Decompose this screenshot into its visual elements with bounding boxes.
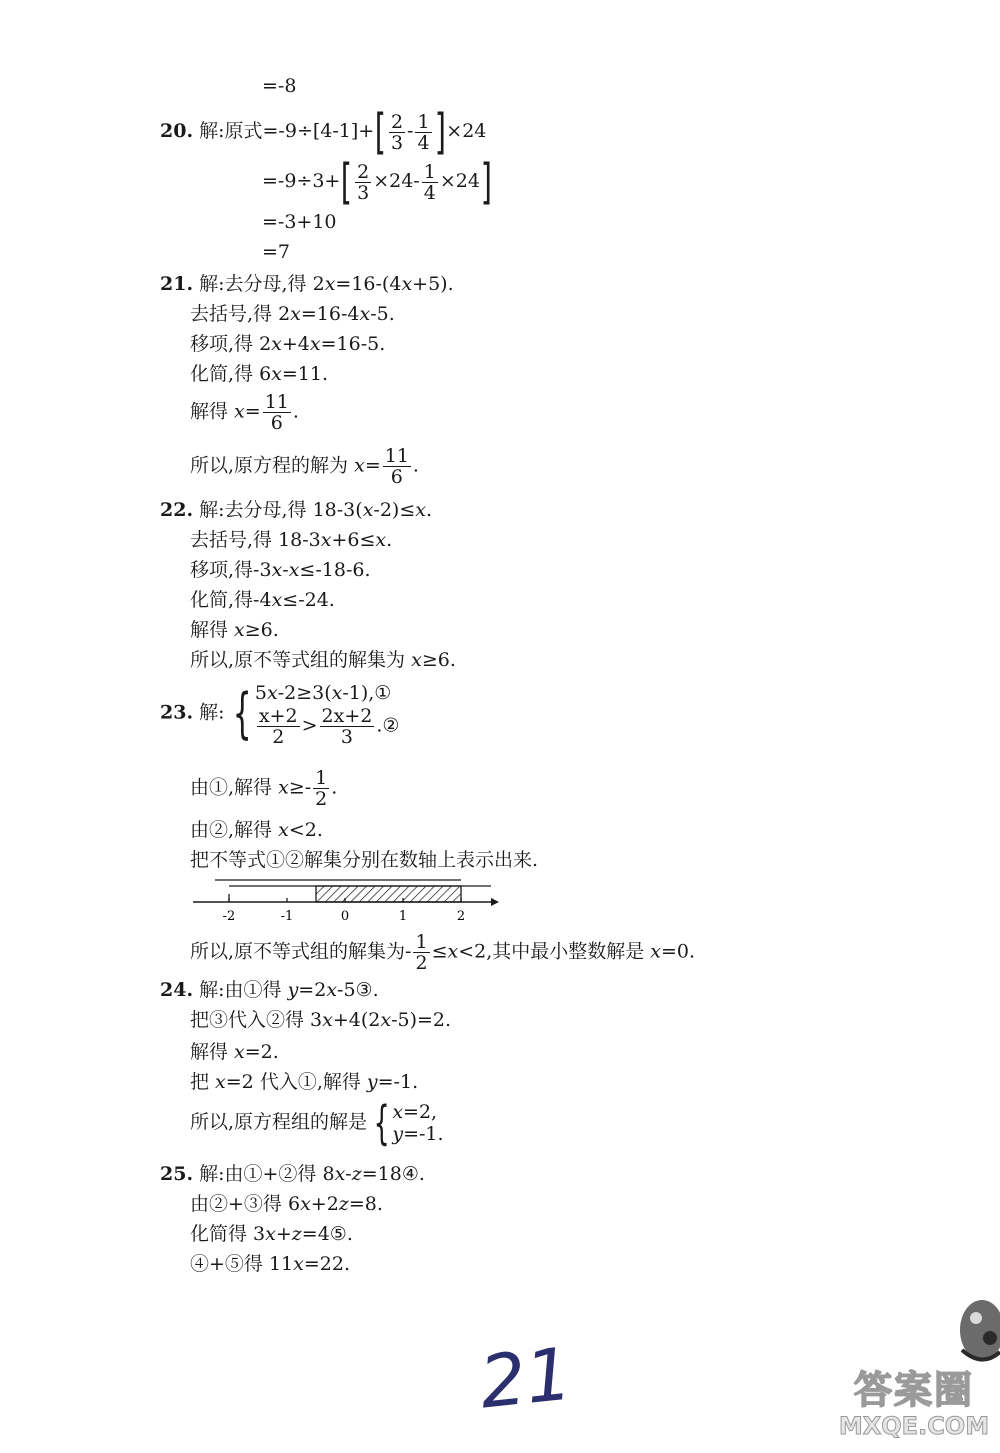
fraction-numerator: 2 [390, 110, 404, 133]
fraction-numerator: 11 [384, 445, 409, 467]
problem-21-line-5: 解得 x= $\frac{11}{6}$ . [190, 391, 299, 434]
step-text: =22. [303, 1253, 350, 1275]
variable: x [326, 979, 338, 1001]
variable: x [234, 619, 245, 641]
variable: x [215, 1071, 226, 1093]
variable: y [366, 1071, 378, 1093]
tick-label: -1 [280, 909, 294, 924]
problem-21-line-2 [190, 302, 395, 326]
variable: x [309, 333, 321, 355]
variable: x [266, 682, 278, 704]
fraction-numerator: 1 [415, 931, 428, 953]
solution-y [392, 1123, 443, 1145]
problem-23-line-3 [190, 848, 538, 872]
problem-number: 21. [160, 273, 194, 295]
problem-number: 20. [160, 120, 194, 142]
variable: x [300, 1193, 311, 1215]
step-text: ≤-24. [282, 589, 335, 611]
step-text: +4 [281, 333, 310, 355]
step-text: .② [376, 714, 400, 737]
variable: x [401, 273, 413, 295]
problem-number: 22. [160, 499, 194, 521]
step-text: 移项,得 2 [190, 333, 272, 355]
step-text: -5. [370, 303, 395, 325]
problem-22-line-1: 22. 解:去分母,得 18-3(x-2)≤x. [160, 499, 433, 521]
problem-21-line-3 [190, 332, 385, 356]
variable: x [334, 1163, 346, 1185]
problem-23-system [160, 680, 399, 747]
step-text: =18④. [361, 1163, 425, 1185]
step-text: =11. [281, 363, 329, 385]
step-text: + [275, 1223, 292, 1245]
fraction-numerator: 1 [417, 110, 430, 133]
variable: x [290, 303, 301, 325]
step-text: =-3+10 [262, 211, 337, 233]
problem-number: 23. [160, 701, 194, 724]
step-text: 移项,得-3 [190, 559, 272, 581]
step-text: =7 [262, 241, 291, 263]
variable: x [288, 559, 300, 581]
step-text: = [364, 454, 381, 477]
variable: x [324, 273, 336, 295]
step-text: <2. [288, 819, 323, 841]
mascot-icon [952, 1290, 1000, 1370]
step-text: 解: [199, 701, 225, 724]
fraction [263, 392, 291, 433]
variable: x [293, 1253, 304, 1275]
tick-label: 1 [398, 909, 408, 924]
variable: x [415, 499, 426, 521]
fraction [413, 932, 429, 973]
variable: x [271, 559, 283, 581]
step-text: =2 代入①,解得 [225, 1071, 367, 1093]
variable: y [287, 979, 299, 1001]
problem-25-line-2 [190, 1192, 383, 1216]
step-text: 所以,原方程组的解是 [190, 1111, 368, 1133]
problem-23-line-4 [190, 932, 695, 973]
problem-20-line-1: 20. 解:原式=-9÷[4-1]+[ $\frac{2}{3}$ - $\frac{1}{4}$ ]×24 [160, 104, 487, 160]
step-text: 解得 [190, 1041, 235, 1063]
solution-system [392, 1101, 443, 1145]
variable: x [650, 940, 662, 963]
fraction [389, 112, 405, 153]
variable: x [271, 333, 282, 355]
variable: x [411, 649, 422, 671]
fraction-numerator: 1 [315, 767, 328, 789]
tick-label: 0 [340, 909, 350, 924]
fraction-denominator: 2 [257, 726, 300, 747]
step-text: 解:去分母,得 18-3( [199, 499, 363, 521]
fraction-denominator: 3 [357, 181, 370, 204]
step-text: -5③. [337, 979, 379, 1001]
problem-24-line-1 [160, 978, 379, 1002]
step-text: > [301, 714, 318, 737]
fraction [422, 162, 438, 203]
step-text: +5). [412, 273, 454, 295]
step-text: 解:由①得 [199, 979, 288, 1001]
step-text: 解:去分母,得 2 [199, 273, 325, 295]
step-text: 把不等式①②解集分别在数轴上表示出来. [190, 849, 539, 871]
step-text: =16-5. [320, 333, 386, 355]
variable: x [392, 1101, 404, 1123]
step-text: =-9÷3+ [262, 170, 341, 192]
step-text: -1),① [342, 682, 392, 704]
problem-number: 24. [160, 979, 194, 1001]
step-text: =16-(4 [335, 273, 402, 295]
step-text: = [244, 400, 261, 423]
problem-21-line-6: 所以,原方程的解为 x= $\frac{11}{6}$ . [190, 445, 419, 488]
step-text: =2, [403, 1101, 438, 1123]
step-text: 去括号,得 18-3 [190, 529, 321, 551]
variable: z [338, 1193, 349, 1215]
fraction-denominator: 6 [383, 466, 411, 487]
solution-overlap [316, 886, 461, 902]
bracket-open: [ [341, 154, 353, 210]
step-text: =2 [298, 979, 327, 1001]
step-text: ×24 [446, 120, 487, 142]
step-text: - [345, 1163, 352, 1185]
fraction-denominator: 4 [423, 181, 436, 204]
step-text: ≥- [288, 776, 312, 799]
fraction-numerator: 11 [264, 391, 289, 413]
problem-21-line-4 [190, 362, 328, 386]
step-text: =16-4 [300, 303, 360, 325]
step-text: ≥6. [421, 649, 456, 671]
step-text: 把③代入②得 3 [190, 1009, 323, 1031]
fraction [383, 446, 411, 487]
fraction-denominator: 3 [390, 131, 404, 154]
variable: x [362, 499, 374, 521]
inequality-2 [255, 706, 400, 747]
fraction-numerator: 2 [357, 160, 370, 183]
step-text: -2≥3( [277, 682, 332, 704]
step-text: ×24- [373, 170, 420, 192]
fraction [355, 162, 371, 203]
step-text: ×24 [439, 170, 480, 192]
bracket-close: ] [434, 104, 446, 160]
solution-x [392, 1101, 443, 1123]
fraction [257, 706, 300, 747]
variable: x [359, 303, 371, 325]
problem-24-line-4 [190, 1070, 418, 1094]
step-text: ≥6. [244, 619, 279, 641]
tick-label: -2 [222, 909, 236, 924]
problem-24-line-5 [190, 1096, 444, 1150]
watermark-logo [830, 1368, 998, 1440]
step-text: -5)=2. [391, 1009, 452, 1031]
step-text: 5 [254, 682, 267, 704]
variable: x [234, 400, 245, 423]
tick-label: 2 [456, 909, 466, 924]
step-text: =0. [661, 940, 696, 963]
variable: x [271, 363, 282, 385]
step-text: =8. [348, 1193, 383, 1215]
brace: { [373, 1096, 390, 1150]
step-text: 解:由①+②得 8 [199, 1163, 335, 1185]
problem-22-line-5 [190, 618, 279, 642]
problem-22-line-3 [190, 558, 371, 582]
fraction-denominator: 4 [417, 131, 430, 154]
step-text: =4⑤. [301, 1223, 353, 1245]
step-text: +4(2 [332, 1009, 381, 1031]
problem-24-line-2 [190, 1008, 451, 1032]
variable: y [392, 1123, 404, 1145]
problem-22-line-2: 去括号,得 18-3x+6≤x. [190, 529, 393, 551]
step-text: ≤ [431, 940, 448, 963]
variable: x [278, 819, 289, 841]
problem-23-line-2 [190, 818, 323, 842]
problem-22-line-6 [190, 648, 456, 672]
step-text: <2,其中最小整数解是 [458, 940, 651, 963]
fraction-denominator: 2 [315, 788, 328, 810]
bracket-close: ] [480, 154, 492, 210]
problem-20-line-4 [262, 240, 290, 264]
step-text: 去括号,得 2 [190, 303, 291, 325]
step-line [262, 74, 296, 98]
step-text: ④+⑤得 11 [190, 1253, 294, 1275]
step-text: 所以,原方程的解为 [190, 454, 355, 477]
step-text: =-1. [377, 1071, 419, 1093]
step-text: 由②+③得 6 [190, 1193, 301, 1215]
variable: x [234, 1041, 245, 1063]
fraction-denominator: 3 [320, 726, 375, 747]
problem-22-line-4 [190, 588, 335, 612]
fraction-denominator: 6 [263, 412, 291, 433]
page-number: 21 [475, 1331, 576, 1425]
fraction [313, 768, 329, 809]
problem-number: 25. [160, 1163, 194, 1185]
step-text: =-8 [262, 75, 297, 97]
step-text: +6≤ [331, 529, 376, 551]
fraction-numerator: x+2 [258, 705, 298, 727]
step-text: +2 [310, 1193, 339, 1215]
problem-25-line-3 [190, 1222, 353, 1246]
inequality-1 [255, 680, 400, 706]
problem-20-line-3 [262, 210, 337, 234]
step-text: 由②,解得 [190, 819, 279, 841]
problem-25-line-1 [160, 1162, 425, 1186]
step-text: 解得 [190, 619, 235, 641]
variable: x [265, 1223, 276, 1245]
problem-23-line-1: 由①,解得 x≥- $\frac{1}{2}$ . [190, 767, 338, 810]
problem-25-line-4 [190, 1252, 350, 1276]
step-text: - [282, 559, 289, 581]
step-text: 把 [190, 1071, 216, 1093]
variable: x [271, 589, 283, 611]
bracket-open: [ [374, 104, 387, 160]
variable: x [322, 1009, 333, 1031]
variable: x [354, 454, 365, 477]
variable: x [278, 776, 289, 799]
step-text: =-1. [403, 1123, 444, 1145]
step-text: 化简,得 6 [190, 363, 272, 385]
axis-arrow [491, 898, 499, 906]
step-text: 化简,得-4 [190, 589, 272, 611]
watermark-text: 答案圈 [853, 1368, 974, 1412]
fraction [320, 706, 375, 747]
problem-21-line-1 [160, 272, 454, 296]
fraction-denominator: 2 [415, 952, 428, 974]
fraction-numerator: 1 [423, 160, 436, 183]
brace: { [232, 681, 252, 745]
variable: x [320, 529, 332, 551]
variable: x [447, 940, 459, 963]
step-text: 化简得 3 [190, 1223, 266, 1245]
step-text: 由①,解得 [190, 776, 279, 799]
step-text: =2. [244, 1041, 279, 1063]
number-line [185, 872, 515, 924]
step-text: ≤-18-6. [299, 559, 371, 581]
problem-20-line-2 [262, 154, 493, 210]
variable: x [375, 529, 387, 551]
variable: x [380, 1009, 392, 1031]
fraction-numerator: 2x+2 [321, 705, 373, 727]
fraction [415, 112, 431, 153]
step-text: 解:原式=-9÷[4-1]+ [199, 120, 375, 142]
variable: z [291, 1223, 302, 1245]
step-text: 解得 [190, 400, 235, 423]
inequality-system [255, 680, 400, 747]
watermark-url: MXQE.COM [838, 1412, 990, 1440]
problem-24-line-3 [190, 1040, 279, 1064]
variable: x [331, 682, 343, 704]
variable: z [351, 1163, 362, 1185]
step-text: 所以,原不等式组的解集为 [190, 649, 412, 671]
step-text: -2)≤ [373, 499, 416, 521]
step-text: 所以,原不等式组的解集为- [190, 940, 412, 963]
